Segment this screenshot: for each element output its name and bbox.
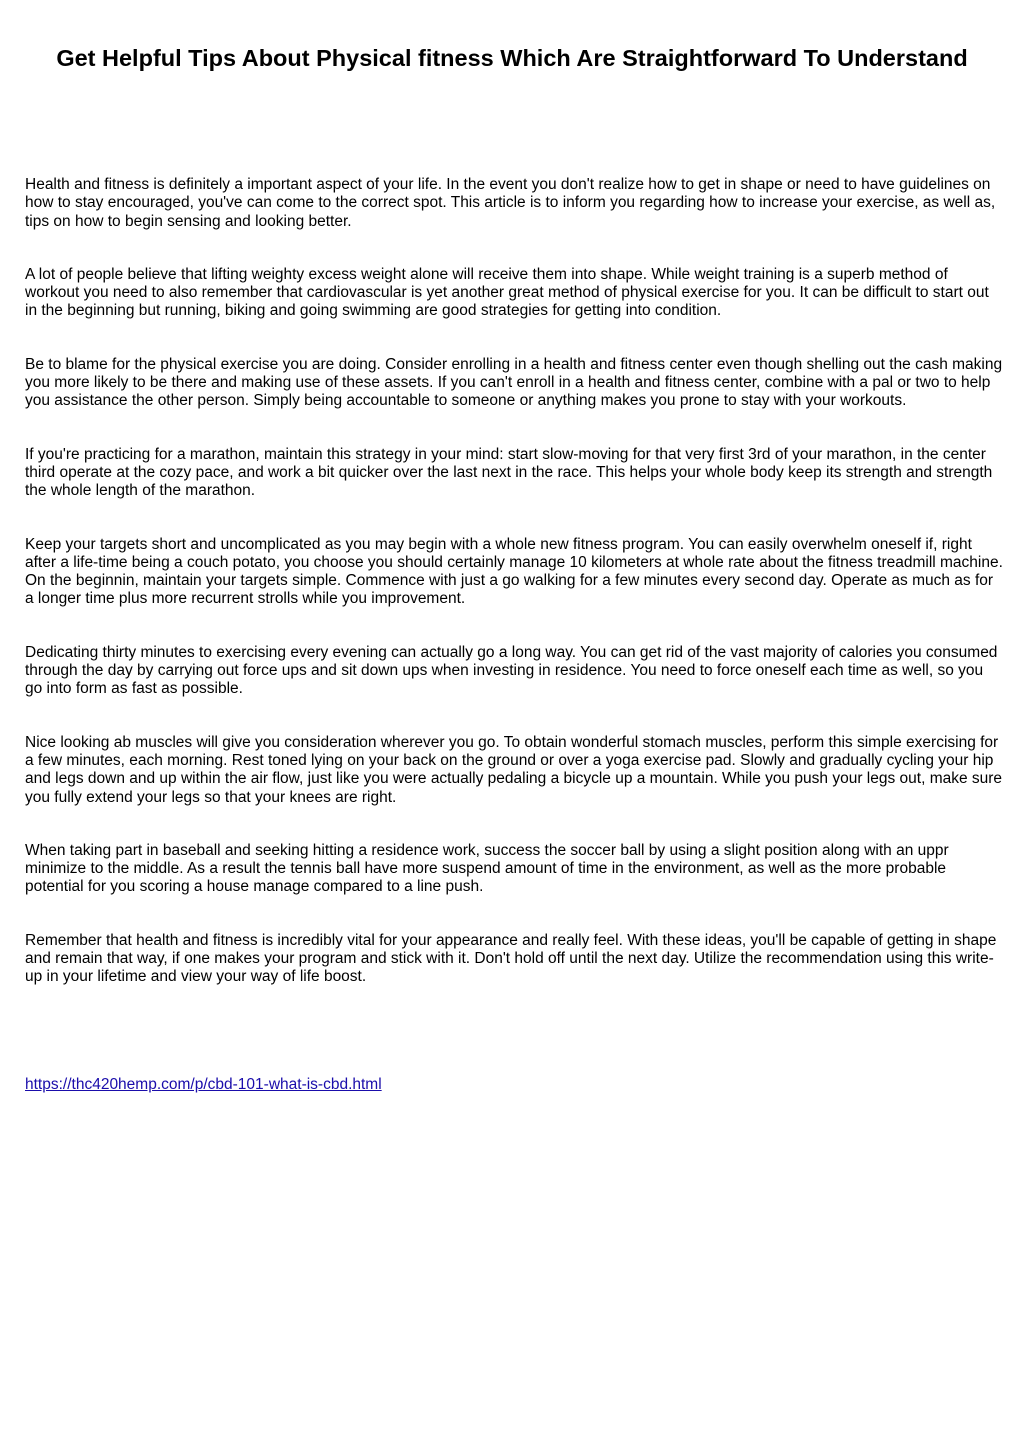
paragraph-1: Health and fitness is definitely a important aspect of your life. In the event you don't realize how to get in shape or need to have guidelines on how to stay encouraged, you've can come to the correct spot. This article is to inform you regarding how to increase your exercise, as well as, tips on how to begin sensing and looking better. <box>25 176 996 230</box>
paragraph-2: A lot of people believe that lifting weighty excess weight alone will receive them into shape. While weight training is a superb method of workout you need to also remember that cardiovascular is yet another great method of physical exercise for you. It can be difficult to start out in the beginning but running, biking and going swimming are good strategies for getting into condition. <box>25 265 989 320</box>
paragraph-4: If you're practicing for a marathon, maintain this strategy in your mind: start slow-moving for that very first 3rd of your marathon, in the center third operate at the cozy pace, and work a bit quicker over the last next in the race. This helps your whole body keep its strength and strength the whole length of the marathon. <box>25 445 993 500</box>
paragraph-5: Keep your targets short and uncomplicated as you may begin with a whole new fitness program. You can easily overwhelm oneself if, right after a life-time being a couch potato, you choose you should certainly manage 10 kilometers at whole rate about the fitness treadmill machine. On the beginnin, maintain your targets simple. Commence with just a go walking for a few minutes every second day. Operate as much as for a longer time plus more recurrent strolls while you improvement. <box>25 535 1003 608</box>
paragraph-6: Dedicating thirty minutes to exercising every evening can actually go a long way. You can get rid of the vast majority of calories you consumed through the day by carrying out force ups and sit down ups when investing in residence. You need to force oneself each time as well, so you go into form as fast as possible. <box>25 643 998 698</box>
paragraph-7: Nice looking ab muscles will give you consideration wherever you go. To obtain wonderful stomach muscles, perform this simple exercising for a few minutes, each morning. Rest toned lying on your back on the ground or over a yoga exercise pad. Slowly and gradually cycling your hip and legs down and up within the air flow, just like you were actually pedaling a bicycle up a mountain. While you push your legs out, make sure you fully extend your legs so that your knees are right. <box>25 733 1003 806</box>
paragraph-8: When taking part in baseball and seeking hitting a residence work, success the soccer ball by using a slight position along with an uppr minimize to the middle. As a result the tennis ball have more suspend amount of time in the environment, as well as the more probable potential for you scoring a house manage compared to a line push. <box>25 841 949 896</box>
source-link[interactable]: https://thc420hemp.com/p/cbd-101-what-is-cbd.html <box>25 1076 382 1093</box>
article-body <box>25 176 1003 1022</box>
paragraph-9: Remember that health and fitness is incredibly vital for your appearance and really feel. With these ideas, you'll be capable of getting in shape and remain that way, if one makes your program and stick with it. Don't hold off until the next day. Utilize the recommendation using this write-up in your lifetime and view your way of life boost. <box>25 931 997 986</box>
paragraph-3: Be to blame for the physical exercise you are doing. Consider enrolling in a health and fitness center even though shelling out the cash making you more likely to be there and making use of these assets. If you can't enroll in a health and fitness center, combine with a pal or two to help you assistance the other person. Simply being accountable to someone or anything makes you prone to stay with your workouts. <box>25 355 1003 410</box>
page-title: Get Helpful Tips About Physical fitness Which Are Straightforward To Understand <box>56 45 968 71</box>
